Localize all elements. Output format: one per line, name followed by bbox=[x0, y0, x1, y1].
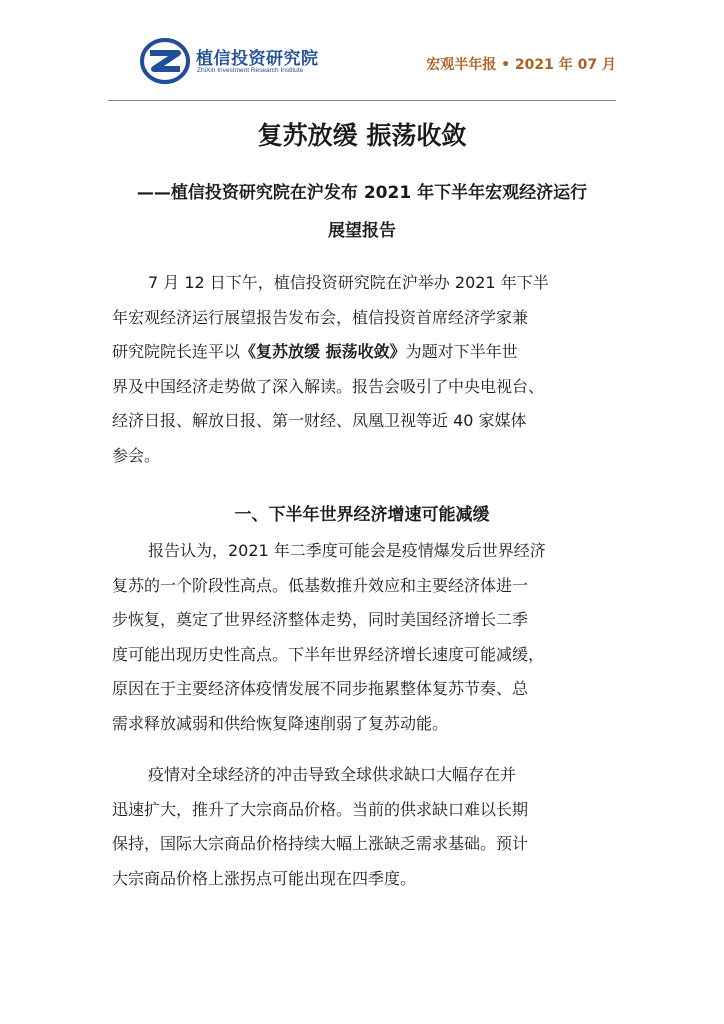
text-segment: 为题对下半年世 bbox=[405, 342, 518, 362]
text-line: 经济日报、解放日报、第一财经、凤凰卫视等近 40 家媒体 bbox=[112, 411, 527, 431]
text-line: 保持，国际大宗商品价格持续大幅上涨缺乏需求基础。预计 bbox=[112, 834, 529, 854]
subtitle-line: 展望报告 bbox=[328, 221, 396, 241]
text-line: 原因在于主要经济体疫情发展不同步拖累整体复苏节奏、总 bbox=[112, 679, 529, 699]
page-subtitle bbox=[108, 174, 616, 250]
text-line: 年宏观经济运行展望报告发布会，植信投资首席经济学家兼 bbox=[112, 307, 529, 327]
text-line: 参会。 bbox=[112, 445, 161, 465]
text-segment: 研究院院长连平以 bbox=[112, 342, 241, 362]
text-line: 步恢复，奠定了世界经济整体走势，同时美国经济增长二季 bbox=[112, 610, 529, 630]
text-line: 7 月 12 日下午，植信投资研究院在沪举办 2021 年下半 bbox=[148, 273, 549, 292]
section1-paragraph-1 bbox=[112, 534, 616, 742]
text-line: 报告认为，2021 年二季度可能会是疫情爆发后世界经济 bbox=[148, 541, 546, 560]
text-line: 界及中国经济走势做了深入解读。报告会吸引了中央电视台、 bbox=[112, 376, 545, 396]
page-header bbox=[108, 30, 616, 101]
report-title-emphasis: 《复苏放缓 振荡收敛》 bbox=[240, 342, 406, 362]
text-line: 需求释放减弱和供给恢复降速削弱了复苏动能。 bbox=[112, 713, 449, 733]
institute-logo-icon bbox=[140, 38, 190, 84]
text-line: 复苏的一个阶段性高点。低基数推升效应和主要经济体进一 bbox=[112, 575, 529, 595]
org-name-cn: 植信投资研究院 bbox=[196, 49, 319, 69]
section-heading: 一、下半年世界经济增速可能减缓 bbox=[234, 505, 490, 525]
page-title: 复苏放缓 振荡收敛 bbox=[257, 121, 467, 150]
section1-paragraph-2 bbox=[112, 758, 616, 896]
text-line bbox=[112, 335, 616, 370]
report-tag: 宏观半年报 • 2021 年 07 月 bbox=[426, 57, 616, 73]
text-line: 度可能出现历史性高点。下半年世界经济增长速度可能减缓， bbox=[112, 644, 545, 664]
subtitle-line: ——植信投资研究院在沪发布 2021 年下半年宏观经济运行 bbox=[136, 183, 588, 203]
text-line: 迅速扩大，推升了大宗商品价格。当前的供求缺口难以长期 bbox=[112, 799, 529, 819]
org-name-en: ZhiXin Investment Research Institute bbox=[197, 67, 304, 74]
text-line: 疫情对全球经济的冲击导致全球供求缺口大幅存在并 bbox=[148, 765, 517, 784]
text-line: 大宗商品价格上涨拐点可能出现在四季度。 bbox=[112, 868, 417, 888]
intro-paragraph bbox=[112, 266, 616, 474]
